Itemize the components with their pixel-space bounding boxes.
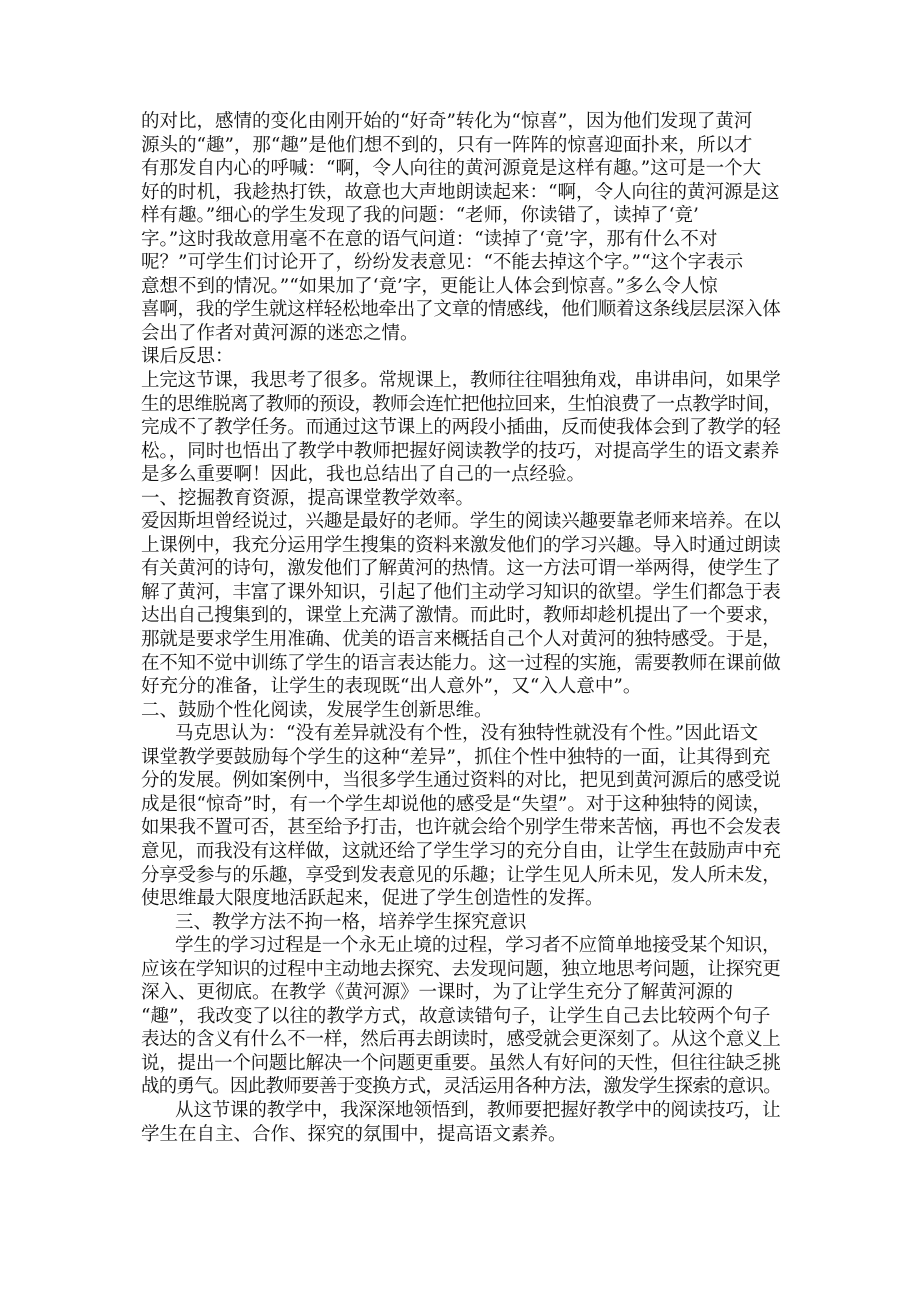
text-line: 课堂教学要鼓励每个学生的这种“差异”，抓住个性中独特的一面，让其得到充 [141,746,771,768]
text-line: 源头的“趣”，那“趣”是他们想不到的，只有一阵阵的惊喜迎面扑来，所以才 [141,134,753,156]
text-line: 那就是要求学生用准确、优美的语言来概括自己个人对黄河的独特感受。于是， [141,629,781,651]
text-line: 马克思认为：“没有差异就没有个性，没有独特性就没有个性。”因此语文 [175,723,759,745]
text-line: 意见，而我没有这样做，这就还给了学生学习的充分自由，让学生在鼓励声中充 [141,840,781,862]
text-line: 达出自己搜集到的，课堂上充满了激情。而此时，教师却趁机提出了一个要求， [141,605,781,627]
text-line: 生的思维脱离了教师的预设，教师会连忙把他拉回来，生怕浪费了一点教学时间， [141,393,782,415]
text-line: 应该在学知识的过程中主动地去探究、去发现问题，独立地思考问题，让探究更 [141,958,781,980]
text-line: 三、教学方法不拘一格，培养学生探究意识 [175,911,527,933]
text-line: 完成不了教学任务。而通过这节课上的两段小插曲，反而使我体会到了教学的轻 [141,417,781,439]
text-line: 使思维最大限度地活跃起来，促进了学生创造性的发挥。 [141,888,604,910]
text-line: 喜啊，我的学生就这样轻松地牵出了文章的情感线，他们顺着这条线层层深入体 [141,299,781,321]
text-line: 字。”这时我故意用毫不在意的语气问道：“读掉了‘竟’字，那有什么不对 [141,228,718,250]
text-line: 课后反思： [141,346,234,368]
text-line: 二、鼓励个性化阅读，发展学生创新思维。 [141,699,493,721]
text-line: 深入、更彻底。在教学《黄河源》一课时，为了让学生充分了解黄河源的 [141,982,734,1004]
text-line: 说，提出一个问题比解决一个问题更重要。虽然人有好问的天性，但往往缺乏挑 [141,1052,781,1074]
text-line: 分的发展。例如案例中，当很多学生通过资料的对比，把见到黄河源后的感受说 [141,770,781,792]
text-line: 意想不到的情况。”“如果加了‘竟’字，更能让人体会到惊喜。”多么令人惊 [141,275,718,297]
text-line: 爱因斯坦曾经说过，兴趣是最好的老师。学生的阅读兴趣要靠老师来培养。在以 [141,511,781,533]
text-line: 解了黄河，丰富了课外知识，引起了他们主动学习知识的欲望。学生们都急于表 [141,581,781,603]
text-line: 会出了作者对黄河源的迷恋之情。 [141,322,419,344]
text-line: 如果我不置可否，甚至给予打击，也许就会给个别学生带来苦恼，再也不会发表 [141,817,781,839]
text-line: “趣”，我改变了以往的教学方式，故意读错句子，让学生自己去比较两个句子 [141,1005,771,1027]
text-line: 的对比，感情的变化由刚开始的“好奇”转化为“惊喜”，因为他们发现了黄河 [141,111,753,132]
text-line: 表达的含义有什么不一样，然后再去朗读时，感受就会更深刻了。从这个意义上 [141,1029,781,1051]
text-line: 战的勇气。因此教师要善于变换方式，灵活运用各种方法，激发学生探索的意识。 [141,1076,782,1098]
text-line: 是多么重要啊！因此，我也总结出了自己的一点经验。 [141,464,586,486]
text-line: 在不知不觉中训练了学生的语言表达能力。这一过程的实施，需要教师在课前做 [141,652,781,674]
text-line: 分享受参与的乐趣，享受到发表意见的乐趣；让学生见人所未见，发人所未发， [141,864,781,886]
text-line: 一、挖掘教育资源，提高课堂教学效率。 [141,487,475,509]
text-line: 松。，同时也悟出了教学中教师把握好阅读教学的技巧，对提高学生的语文素养 [141,440,780,462]
text-line: 样有趣。”细心的学生发现了我的问题：“老师，你读错了，读掉了‘竟’ [141,205,699,227]
text-line: 上完这节课，我思考了很多。常规课上，教师往往唱独角戏，串讲串问，如果学 [141,370,781,392]
text-line: 好的时机，我趁热打铁，故意也大声地朗读起来：“啊，令人向往的黄河源是这 [141,181,780,203]
text-line: 学生的学习过程是一个永无止境的过程，学习者不应简单地接受某个知识， [175,935,781,957]
text-line: 好充分的准备，让学生的表现既“出人意外”，又“入人意中”。 [141,676,642,698]
text-line: 学生在自主、合作、探究的氛围中，提高语文素养。 [141,1123,567,1145]
text-line: 成是很“惊奇”时，有一个学生却说他的感受是“失望”。对于这种独特的阅读， [141,793,771,815]
text-line: 呢？”可学生们讨论开了，纷纷发表意见：“不能去掉这个字。”“这个字表示 [141,252,744,274]
document-body [141,110,781,1146]
text-line: 有关黄河的诗句，激发他们了解黄河的热情。这一方法可谓一举两得，使学生了 [141,558,781,580]
text-line: 有那发自内心的呼喊：“啊，令人向往的黄河源竟是这样有趣。”这可是一个大 [141,158,762,180]
text-line: 上课例中，我充分运用学生搜集的资料来激发他们的学习兴趣。导入时通过朗读 [141,534,781,556]
text-line: 从这节课的教学中，我深深地领悟到，教师要把握好教学中的阅读技巧，让 [175,1099,781,1121]
